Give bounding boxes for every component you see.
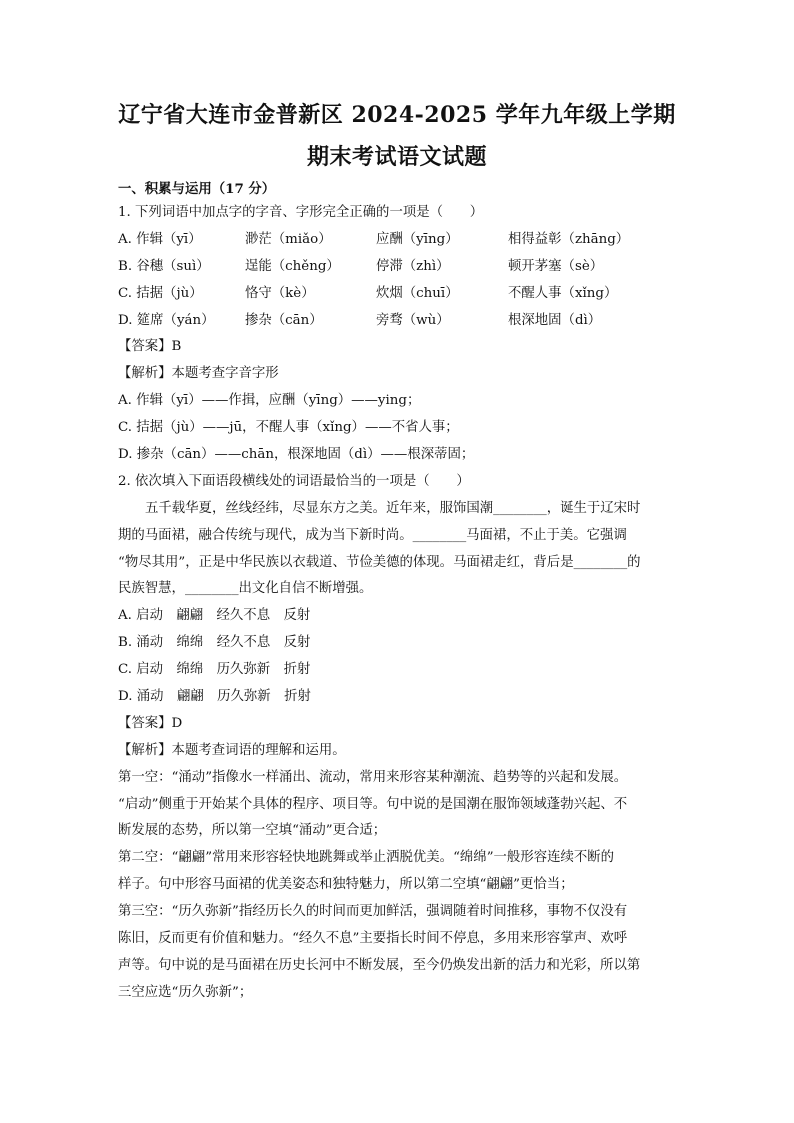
q2-option-b: B. 涌动 绵绵 经久不息 反射 [118,635,311,651]
q2-analysis-line: 样子。句中形容马面裙的优美姿态和独特魅力，所以第二空填“翩翩”更恰当； [118,877,574,893]
q2-analysis-line: 声等。句中说的是马面裙在历史长河中不断发展，至今仍焕发出新的活力和光彩，所以第 [118,957,641,973]
doc-title-line1: 辽宁省大连市金普新区 2024-2025 学年九年级上学期 [118,102,676,128]
q2-passage-line: 五千载华夏，丝线经纬，尽显东方之美。近年来，服饰国潮________，诞生于辽宋时 [145,500,641,516]
q1-option-c [118,281,680,308]
q2-analysis-line: 陈旧，反而更有价值和魅力。“经久不息”主要指长时间不停息，多用来形容掌声、欢呼 [118,931,628,947]
q1-option-word: 顿开茅塞（sè） [508,258,604,274]
doc-body [118,178,680,1007]
q1-option-word: 逞能（chěng） [245,258,340,274]
q2-option-a: A. 启动 翩翩 经久不息 反射 [118,608,311,624]
q1-analysis-line: D. 掺杂（cān）——chān，根深地固（dì）——根深蒂固； [118,447,475,463]
q1-analysis-line: A. 作辑（yī）——作揖，应酬（yīng）——ying； [118,393,421,409]
q1-option-a [118,227,680,254]
q1-option-word: A. 作辑（yī） [118,231,202,247]
q1-option-word: 应酬（yīng） [376,231,459,247]
q2-analysis-line: “启动”侧重于开始某个具体的程序、项目等。句中说的是国潮在服饰领域蓬勃兴起、不 [118,796,628,812]
q2-passage-line: “物尽其用”，正是中华民族以衣载道、节俭美德的体现。马面裙走红，背后是________的 [118,554,641,570]
q2-option-c: C. 启动 绵绵 历久弥新 折射 [118,662,311,678]
q1-option-d [118,308,680,335]
q1-option-word: 渺茫（miǎo） [245,231,332,247]
q1-option-word: 恪守（kè） [245,285,315,301]
question-1-stem: 1. 下列词语中加点字的字音、字形完全正确的一项是（ ） [118,205,484,220]
q2-analysis-line: 第三空：“历久弥新”指经历长久的时间而更加鲜活，强调随着时间推移，事物不仅没有 [118,904,628,920]
q2-answer: 【答案】D [118,715,183,731]
q1-option-word: C. 拮据（jù） [118,285,203,301]
q2-analysis-line: 第一空：“涌动”指像水一样涌出、流动，常用来形容某种潮流、趋势等的兴起和发展。 [118,769,628,785]
q1-analysis-line: C. 拮据（jù）——jū，不醒人事（xǐng）——不省人事； [118,420,459,436]
doc-title-line2: 期末考试语文试题 [306,144,487,170]
q1-option-word: 停滞（zhì） [376,258,450,274]
q2-analysis-line: 三空应选“历久弥新”； [118,984,253,1000]
q1-option-word: 炊烟（chuī） [376,285,459,301]
q2-analysis-line: 断发展的态势，所以第一空填“涌动”更合适； [118,823,387,839]
q1-answer: 【答案】B [118,339,182,355]
q1-option-b [118,254,680,281]
q2-analysis-line: 第二空：“翩翩”常用来形容轻快地跳舞或举止洒脱优美。“绵绵”一般形容连续不断的 [118,850,615,866]
q1-analysis-line: 【解析】本题考查字音字形 [118,366,279,382]
q2-option-d: D. 涌动 翩翩 历久弥新 折射 [118,689,311,705]
section-heading: 一、积累与运用（17 分） [118,181,276,197]
q2-analysis-line: 【解析】本题考查词语的理解和运用。 [118,742,346,758]
q1-option-word: 相得益彰（zhāng） [508,231,630,247]
q1-option-word: 不醒人事（xǐng） [508,285,618,301]
q1-option-word: 根深地固（dì） [508,312,602,328]
q1-option-word: D. 筵席（yán） [118,312,215,328]
q1-option-word: 掺杂（cān） [245,312,323,328]
question-2-stem: 2. 依次填入下面语段横线处的词语最恰当的一项是（ ） [118,473,470,489]
q1-option-word: B. 谷穗（suì） [118,258,210,274]
q2-passage-line: 民族智慧，________出文化自信不断增强。 [118,581,373,597]
q2-passage-line: 期的马面裙，融合传统与现代，成为当下新时尚。________马面裙，不止于美。它强调 [118,527,627,543]
q1-option-word: 旁骛（wù） [376,312,450,328]
